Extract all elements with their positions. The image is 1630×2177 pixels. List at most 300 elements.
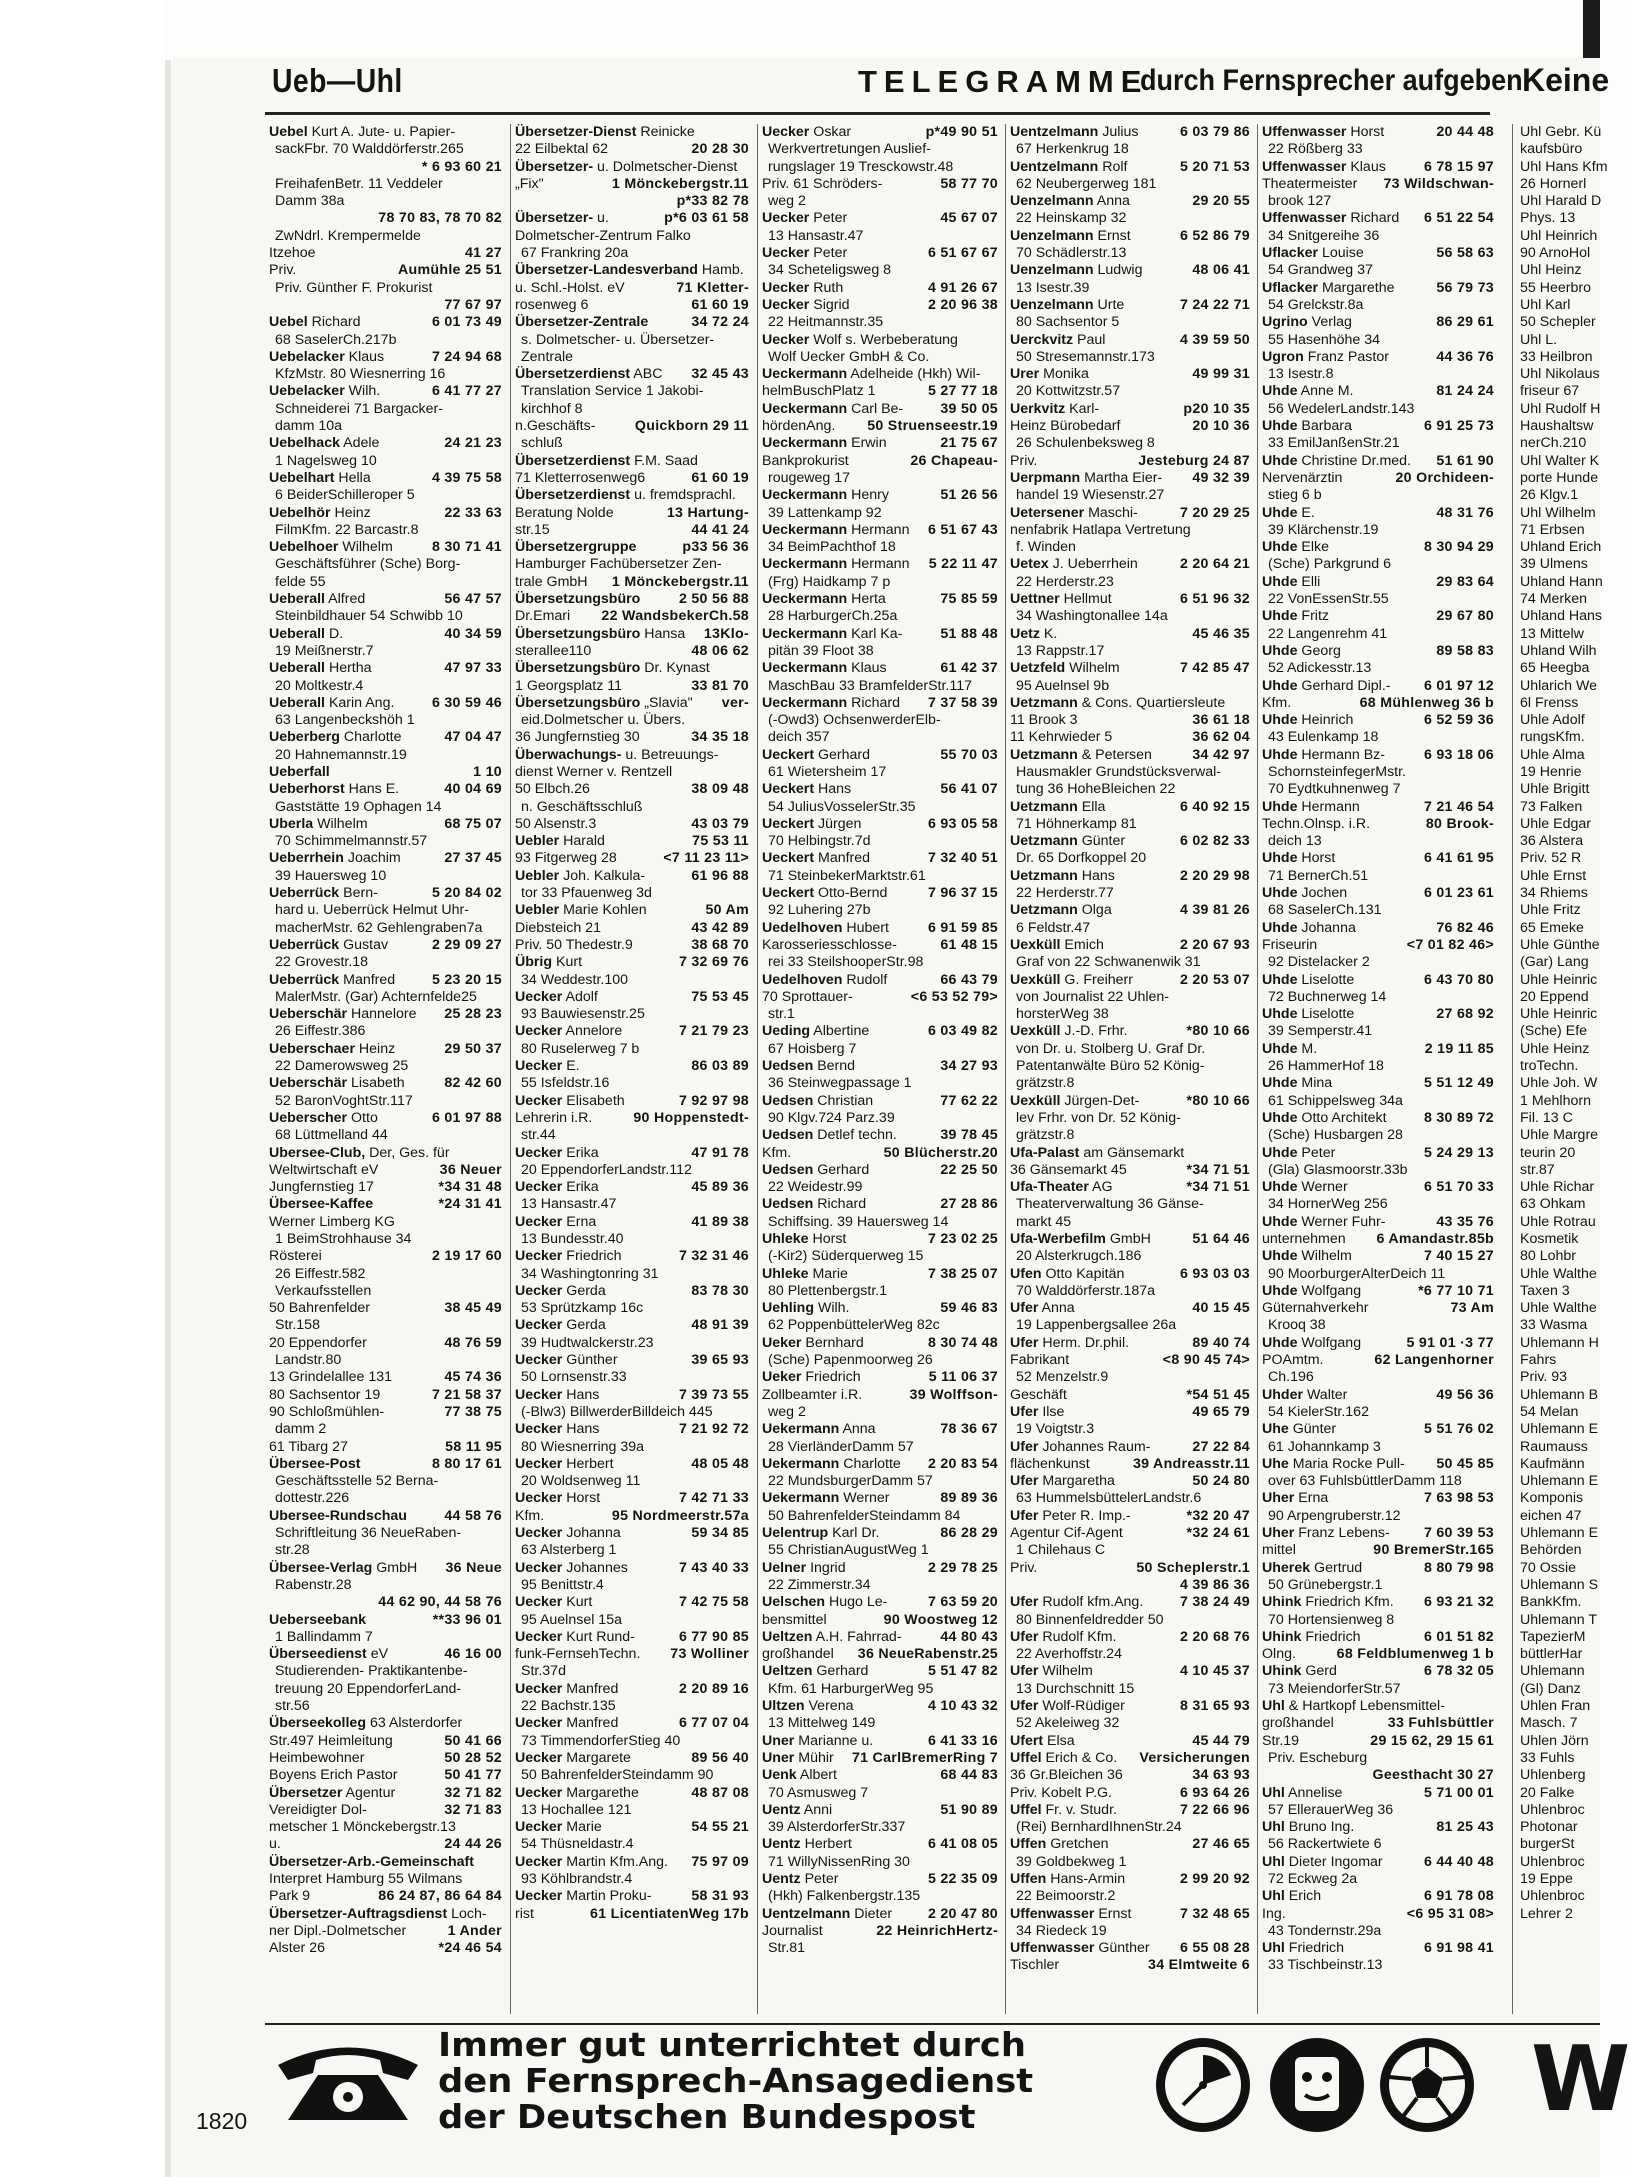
listing-name: Uffenwasser Günther [1010, 1940, 1150, 1957]
phone-number: Jesteburg 24 87 [1138, 452, 1250, 469]
fragment-line: troTechn. [1520, 1058, 1579, 1075]
fragment-line: 65 Emeke [1520, 919, 1584, 936]
listing-name: Uffen Gretchen [1010, 1836, 1109, 1853]
phone-number: p33 56 36 [682, 539, 749, 556]
listing-continuation: 52 Menzelstr.9 [1016, 1369, 1109, 1386]
listing-entry [1010, 1404, 1250, 1421]
listing-entry [1262, 1179, 1494, 1196]
phone-number: 2 99 20 92 [1179, 1870, 1250, 1887]
listing-entry [515, 522, 749, 539]
listing-entry [515, 210, 749, 227]
listing-entry [515, 695, 749, 712]
phone-number: 6 40 92 15 [1179, 798, 1250, 815]
listing-continuation: Steinbildhauer 54 Schwibb 10 [275, 608, 463, 625]
listing-continuation: 22 Rößberg 33 [1268, 141, 1363, 158]
listing-entry [762, 1612, 998, 1629]
listing-name: Uettner Hellmut [1010, 591, 1112, 608]
listing-entry [1262, 1456, 1494, 1473]
listing-name: Uhde Christine Dr.med. [1262, 452, 1412, 469]
listing-name: Uhde Hermann Bz- [1262, 746, 1385, 763]
listing-continuation: ZwNdrl. Krempermelde [275, 227, 421, 244]
listing-name: Uentz Peter [762, 1870, 839, 1887]
phone-number: 6 93 18 06 [1423, 746, 1494, 763]
listing-entry [762, 1594, 998, 1611]
listing-entry [515, 920, 749, 937]
listing-entry [515, 1646, 749, 1663]
listing-continuation: 22 Beimoorstr.2 [1016, 1888, 1116, 1905]
listing-name: Übersee-Post [269, 1455, 361, 1472]
phone-number: 45 89 36 [691, 1179, 749, 1196]
listing-name: Uecker Adolf [515, 988, 598, 1005]
listing-continuation: 80 Plettenbergstr.1 [768, 1282, 888, 1299]
listing-entry [1262, 1785, 1494, 1802]
listing-continuation: 13 Durchschnitt 15 [1016, 1680, 1135, 1697]
listing-name: Uedsen Detlef techn. [762, 1127, 897, 1144]
listing-continuation: 70 Asmusweg 7 [768, 1784, 869, 1801]
listing-name: Uhl Annelise [1262, 1784, 1343, 1801]
fragment-line: 70 Ossie [1520, 1559, 1576, 1576]
listing-name: 50 Alsenstr.3 [515, 815, 597, 832]
listing-entry [1262, 1715, 1494, 1732]
listing-name: Uhe Günter [1262, 1421, 1337, 1438]
listing-entry [515, 470, 749, 487]
phone-number: 2 20 96 38 [927, 296, 998, 313]
listing-entry [515, 1594, 749, 1611]
listing-name: Uhl Friedrich [1262, 1940, 1344, 1957]
listing-continuation: 33 EmilJanßenStr.21 [1268, 435, 1400, 452]
directory-column-5 [1262, 124, 1494, 1975]
phone-number: 47 97 33 [444, 660, 502, 677]
listing-continuation: 22 MundsburgerDamm 57 [768, 1473, 933, 1490]
listing-entry [1262, 280, 1494, 297]
phone-number: 2 20 29 98 [1179, 867, 1250, 884]
listing-name: Ufer Peter R. Imp.- [1010, 1507, 1131, 1524]
fragment-line: Uhl Wilhelm [1520, 504, 1596, 521]
listing-continuation: deich 13 [1268, 833, 1322, 850]
phone-number: 75 53 11 [692, 833, 749, 850]
listing-entry [269, 505, 502, 522]
listing-entry [762, 1387, 998, 1404]
phone-number: 5 11 06 37 [928, 1369, 998, 1386]
listing-name: Ultzen Verena [762, 1698, 854, 1715]
listing-entry [1010, 1698, 1250, 1715]
phone-number: 6 51 70 33 [1423, 1179, 1494, 1196]
phone-number: 75 85 59 [940, 591, 998, 608]
listing-entry [269, 1854, 502, 1871]
listing-continuation: 22 Herderstr.77 [1016, 885, 1114, 902]
phone-number: 6 02 82 33 [1179, 833, 1250, 850]
phone-number: 1 Ander [447, 1922, 502, 1939]
listing-continuation: 34 HornerWeg 256 [1268, 1196, 1388, 1213]
phone-number: 89 56 40 [691, 1749, 749, 1766]
listing-name: Uetersener Maschi- [1010, 504, 1138, 521]
listing-entry [762, 280, 998, 297]
listing-name: Ueckermann Herta [762, 591, 886, 608]
listing-entry [1010, 1023, 1250, 1040]
phone-number: p*49 90 51 [925, 124, 998, 140]
phone-number: 6 41 08 05 [927, 1836, 998, 1853]
listing-name: Uecker Martin Proku- [515, 1888, 652, 1905]
listing-continuation: 43 Eulenkamp 18 [1268, 729, 1379, 746]
listing-continuation: Studierenden- Praktikantenbe- [275, 1663, 468, 1680]
listing-continuation: 22 Zimmerstr.34 [768, 1576, 871, 1593]
listing-continuation: 70 Walddörferstr.187a [1016, 1282, 1156, 1299]
fragment-line: rungsKfm. [1520, 729, 1585, 746]
fragment-line: Raumauss [1520, 1438, 1588, 1455]
phone-number: 7 38 24 49 [1179, 1594, 1250, 1611]
phone-number: 34 Elmtweite 6 [1148, 1957, 1250, 1974]
listing-entry [515, 1785, 749, 1802]
phone-number: 89 89 36 [940, 1490, 998, 1507]
listing-entry [1010, 453, 1250, 470]
listing-continuation: 67 Hoisberg 7 [768, 1040, 857, 1057]
listing-continuation: rei 33 SteilshooperStr.98 [768, 954, 924, 971]
listing-name: Uedelhoven Rudolf [762, 971, 888, 988]
listing-continuation: 70 Helbingstr.7d [768, 833, 871, 850]
listing-name: Ueker Bernhard [762, 1334, 864, 1351]
listing-entry [1262, 850, 1494, 867]
listing-entry [515, 608, 749, 625]
listing-continuation: MaschBau 33 BramfelderStr.117 [768, 677, 972, 694]
listing-name: Uecker Günther [515, 1352, 618, 1369]
listing-entry [1262, 1248, 1494, 1265]
listing-name: Uelentrup Karl Dr. [762, 1525, 880, 1542]
listing-name: Uhde Wilhelm [1262, 1248, 1352, 1265]
listing-entry [515, 954, 749, 971]
phone-number: 20 Orchideen- [1395, 469, 1494, 486]
phone-number: 6 93 21 32 [1423, 1594, 1494, 1611]
phone-number: 20 44 48 [1436, 124, 1494, 140]
phone-number: 1 Mönckebergstr.11 [611, 573, 749, 590]
listing-continuation: 68 Lüttmelland 44 [275, 1127, 388, 1144]
phone-number: 75 53 45 [691, 988, 749, 1005]
fragment-line: Priv. 93 [1520, 1369, 1568, 1386]
fragment-line: Uhland Erich [1520, 539, 1602, 556]
listing-continuation: 34 Riedeck 19 [1016, 1922, 1107, 1939]
listing-name: Ueltzen Gerhard [762, 1663, 869, 1680]
listing-continuation: Schriftleitung 36 NeueRaben- [275, 1525, 462, 1542]
phone-number: 6 30 59 46 [431, 694, 502, 711]
listing-name: Uhde Mina [1262, 1075, 1333, 1092]
phone-number: 49 32 39 [1192, 469, 1250, 486]
phone-number: 6 93 64 26 [1179, 1784, 1250, 1801]
listing-entry [269, 1300, 502, 1317]
phone-number: 29 67 80 [1436, 608, 1494, 625]
phone-number: 40 15 45 [1192, 1300, 1250, 1317]
phone-number: 48 05 48 [691, 1455, 749, 1472]
listing-name: Uerkvitz Karl- [1010, 400, 1100, 417]
phone-number: 81 25 43 [1436, 1819, 1494, 1836]
listing-entry [762, 781, 998, 798]
listing-continuation: tung 36 HoheBleichen 22 [1016, 781, 1176, 798]
listing-name: Uberla Wilhelm [269, 815, 368, 832]
phone-number: 6 41 33 16 [927, 1732, 998, 1749]
listing-continuation: str.28 [275, 1542, 310, 1559]
listing-entry [269, 850, 502, 867]
phone-number: 51 26 56 [940, 487, 998, 504]
phone-number: 33 Fuhlsbüttler [1387, 1715, 1494, 1732]
listing-name: Tischler [1010, 1957, 1060, 1974]
listing-continuation: 19 Lappenbergsallee 26a [1016, 1317, 1177, 1334]
phone-number: 25 28 23 [444, 1006, 502, 1023]
listing-name: Uhde Johanna [1262, 919, 1356, 936]
listing-name: Uentzelmann Rolf [1010, 158, 1128, 175]
listing-entry [269, 1612, 502, 1629]
listing-entry [269, 1871, 502, 1888]
listing-continuation: 13 Hochallee 121 [521, 1801, 632, 1818]
phone-number: 38 45 49 [444, 1300, 502, 1317]
phone-number: 86 03 89 [691, 1058, 749, 1075]
phone-number: 56 58 63 [1436, 245, 1494, 262]
listing-continuation: weg 2 [768, 1403, 806, 1420]
fragment-line: Priv. 52 R [1520, 850, 1582, 867]
listing-entry [1262, 885, 1494, 902]
listing-entry [515, 1421, 749, 1438]
listing-name: Uedsen Richard [762, 1196, 867, 1213]
phone-number: 7 22 66 96 [1179, 1801, 1250, 1818]
listing-continuation: 1 BeimStrohhause 34 [275, 1231, 412, 1247]
listing-entry [515, 1093, 749, 1110]
listing-name: Uhleke Horst [762, 1231, 847, 1247]
listing-continuation: Str.37d [521, 1663, 566, 1680]
listing-entry [1262, 1335, 1494, 1352]
listing-entry [1262, 245, 1494, 262]
phone-number: 4 91 26 67 [927, 279, 998, 296]
fragment-line: 33 Heilbron [1520, 348, 1593, 365]
listing-name: Uecker Hans [515, 1386, 600, 1403]
phone-number: 5 91 01 ·3 77 [1406, 1334, 1494, 1351]
phone-number: 6 Amandastr.85b [1376, 1231, 1494, 1247]
fragment-line: (Gar) Lang [1520, 954, 1589, 971]
phone-number: 61 96 88 [691, 867, 749, 884]
listing-continuation: 55 Hasenhöhe 34 [1268, 331, 1381, 348]
fragment-line: Uhlenbroc [1520, 1801, 1585, 1818]
listing-continuation: str.56 [275, 1698, 310, 1715]
phone-number: 5 27 77 18 [927, 383, 998, 400]
listing-name: Uebelhack Adele [269, 435, 380, 452]
listing-name: Uexküll Emich [1010, 936, 1104, 953]
phone-number: 5 71 00 01 [1423, 1784, 1494, 1801]
listing-name: Ueckert Manfred [762, 850, 871, 867]
phone-number: 43 42 89 [691, 919, 749, 936]
listing-continuation: 63 HummelsbüttelerLandstr.6 [1016, 1490, 1202, 1507]
listing-entry [515, 850, 749, 867]
listing-continuation: (Hkh) Falkenbergstr.135 [768, 1888, 921, 1905]
listing-name: Ueberscher Otto [269, 1109, 378, 1126]
listing-name: Übersetzer- u. Dolmetscher-Dienst [515, 158, 738, 175]
listing-name: Uffenwasser Ernst [1010, 1905, 1132, 1922]
fragment-line: Uhle Margre [1520, 1127, 1599, 1144]
phone-number: 7 42 85 47 [1179, 660, 1250, 677]
listing-name: Uffenwasser Klaus [1262, 158, 1386, 175]
listing-entry [1010, 1785, 1250, 1802]
listing-name: Bankprokurist [762, 452, 849, 469]
listing-entry [762, 1525, 998, 1542]
listing-entry [269, 1888, 502, 1905]
phone-number: 59 34 85 [691, 1525, 749, 1542]
listing-entry [515, 1888, 749, 1905]
listing-continuation: 36 Steinwegpassage 1 [768, 1075, 912, 1092]
phone-number: 2 20 64 21 [1179, 556, 1250, 573]
listing-continuation: 13 Isestr.39 [1016, 279, 1090, 296]
listing-entry [1010, 1093, 1250, 1110]
fragment-line: Kaufmänn [1520, 1455, 1585, 1472]
listing-continuation: grätzstr.8 [1016, 1127, 1075, 1144]
phone-number: 50 24 80 [1192, 1473, 1250, 1490]
listing-continuation: Graf von 22 Schwanenwik 31 [1016, 954, 1201, 971]
listing-name: Uecker Oskar [762, 124, 852, 140]
listing-continuation: (Sche) Parkgrund 6 [1268, 556, 1392, 573]
listing-name: Ueberrück Manfred [269, 971, 396, 988]
listing-continuation: 28 HarburgerCh.25a [768, 608, 898, 625]
listing-entry [762, 297, 998, 314]
fragment-line: 74 Merken [1520, 591, 1588, 608]
listing-name: Uecker Annelore [515, 1023, 623, 1040]
listing-continuation: (Sche) Papenmoorweg 26 [768, 1352, 933, 1369]
fragment-line: Uhl Heinrich [1520, 227, 1598, 244]
listing-entry [515, 1750, 749, 1767]
listing-name: Uhl & Hartkopf Lebensmittel- [1262, 1698, 1445, 1715]
listing-entry [1262, 712, 1494, 729]
listing-name: Ueckermann Adelheide (Hkh) Wil- [762, 366, 981, 383]
phone-number: 6 03 49 82 [927, 1023, 998, 1040]
phone-number: 6 93 05 58 [927, 815, 998, 832]
listing-name: Uecker Gerda [515, 1282, 606, 1299]
phone-number: 29 20 55 [1192, 193, 1250, 210]
listing-entry [515, 1456, 749, 1473]
listing-name: Uecker Peter [762, 245, 848, 262]
phone-number: 4 10 45 37 [1179, 1663, 1250, 1680]
listing-entry [269, 262, 502, 279]
listing-continuation: Str.81 [768, 1940, 806, 1957]
listing-name: Uherek Gertrud [1262, 1559, 1363, 1576]
listing-entry [269, 1110, 502, 1127]
fragment-line: 54 Melan [1520, 1403, 1579, 1420]
listing-entry [1010, 1266, 1250, 1283]
listing-entry [269, 1923, 502, 1940]
fragment-line: porte Hunde [1520, 469, 1599, 486]
listing-name: Uecker Erna [515, 1213, 597, 1230]
phone-number: 7 39 73 55 [678, 1386, 749, 1403]
listing-entry [269, 297, 502, 314]
listing-entry [269, 1715, 502, 1732]
listing-continuation: str.44 [521, 1127, 556, 1144]
phone-number: 27 46 65 [1192, 1836, 1250, 1853]
listing-entry [1010, 1179, 1250, 1196]
listing-name: Uekermann Charlotte [762, 1455, 901, 1472]
phone-number: 47 04 47 [444, 729, 502, 746]
listing-continuation: 22 Damerowsweg 25 [275, 1058, 409, 1075]
fragment-line: 34 Rhiems [1520, 885, 1588, 902]
listing-name: Übersetzer-Zentrale [515, 314, 649, 331]
listing-entry [762, 418, 998, 435]
listing-continuation: Theaterverwaltung 36 Gänse- [1016, 1196, 1204, 1213]
listing-continuation: 13 Mittelweg 149 [768, 1715, 876, 1732]
listing-continuation: stieg 6 b [1268, 487, 1322, 504]
listing-entry [515, 1058, 749, 1075]
phone-number: 90 Hoppenstedt- [633, 1109, 749, 1126]
phone-number: 6 41 61 95 [1423, 850, 1494, 867]
listing-name: Uhde Georg [1262, 642, 1341, 659]
listing-name: n.Geschäfts- [515, 418, 596, 435]
listing-continuation: 39 Hauersweg 10 [275, 867, 387, 884]
phone-number: 43 03 79 [691, 815, 749, 832]
listing-entry [515, 643, 749, 660]
listing-continuation: 80 Binnenfeldredder 50 [1016, 1611, 1164, 1628]
fragment-line: Uhlemann B [1520, 1386, 1599, 1403]
listing-entry [515, 1248, 749, 1265]
listing-entry [762, 850, 998, 867]
phone-number: 7 96 37 15 [927, 885, 998, 902]
listing-entry [1010, 1906, 1250, 1923]
fragment-line: Uhle Heinric [1520, 1006, 1598, 1023]
listing-name: Uekermann Anna [762, 1421, 876, 1438]
phone-number: 7 38 25 07 [927, 1265, 998, 1282]
listing-continuation: 13 Rappstr.17 [1016, 642, 1105, 659]
fragment-line: Uhle Joh. W [1520, 1075, 1598, 1092]
listing-continuation: 26 Eiffestr.386 [275, 1023, 366, 1040]
listing-entry [269, 435, 502, 452]
phone-number: 7 32 48 65 [1179, 1905, 1250, 1922]
fragment-line: 65 Heegba [1520, 660, 1590, 677]
listing-entry [1262, 1629, 1494, 1646]
listing-entry [1010, 1300, 1250, 1317]
listing-name: Str.19 [1262, 1732, 1300, 1749]
phone-number: 29 83 64 [1436, 573, 1494, 590]
listing-entry [515, 1023, 749, 1040]
column-rule [1005, 124, 1006, 2014]
phone-number: 40 34 59 [444, 625, 502, 642]
fragment-line: Uhl Gebr. Kü [1520, 124, 1602, 140]
phone-number: 81 24 24 [1436, 383, 1494, 400]
phone-number: * 6 93 60 21 [421, 158, 502, 175]
listing-entry [1010, 1456, 1250, 1473]
listing-entry [515, 781, 749, 798]
listing-entry [1010, 1767, 1250, 1784]
listing-name: rosenweg 6 [515, 296, 589, 313]
phone-number: 55 70 03 [940, 746, 998, 763]
listing-continuation: Priv. Escheburg [1268, 1749, 1368, 1766]
listing-name: Ueberrück Gustav [269, 936, 389, 953]
listing-entry [1010, 1525, 1250, 1542]
listing-name: 22 Eilbektal 62 [515, 141, 609, 158]
phone-number: Geesthacht 30 27 [1372, 1767, 1494, 1784]
listing-name: Uerckvitz Paul [1010, 331, 1106, 348]
phone-number: 27 22 84 [1192, 1438, 1250, 1455]
listing-name: Ueckermann Karl Ka- [762, 625, 903, 642]
listing-entry [1010, 729, 1250, 746]
fragment-line: Uhlemann [1520, 1663, 1585, 1680]
listing-name: Uffen Hans-Armin [1010, 1870, 1126, 1887]
phone-number: 4 39 59 50 [1179, 331, 1250, 348]
listing-name: Uenzelmann Ludwig [1010, 262, 1143, 279]
fragment-line: 26 Hornerl [1520, 175, 1587, 192]
listing-entry [762, 1560, 998, 1577]
listing-name: Alster 26 [269, 1940, 325, 1957]
listing-entry [1262, 1490, 1494, 1507]
phone-number: 51 90 89 [940, 1801, 998, 1818]
listing-entry [762, 885, 998, 902]
listing-entry [1010, 712, 1250, 729]
phone-number: 45 44 79 [1192, 1732, 1250, 1749]
listing-name: Friseurin [1262, 936, 1318, 953]
listing-name: Karosseriesschlosse- [762, 936, 897, 953]
listing-name: Uecker Gerda [515, 1317, 606, 1334]
listing-continuation: 34 Weddestr.100 [521, 971, 629, 988]
listing-name: Werner Limberg KG [269, 1213, 395, 1230]
listing-name: Uhleke Marie [762, 1265, 848, 1282]
listing-name: Uhl Erich [1262, 1888, 1322, 1905]
